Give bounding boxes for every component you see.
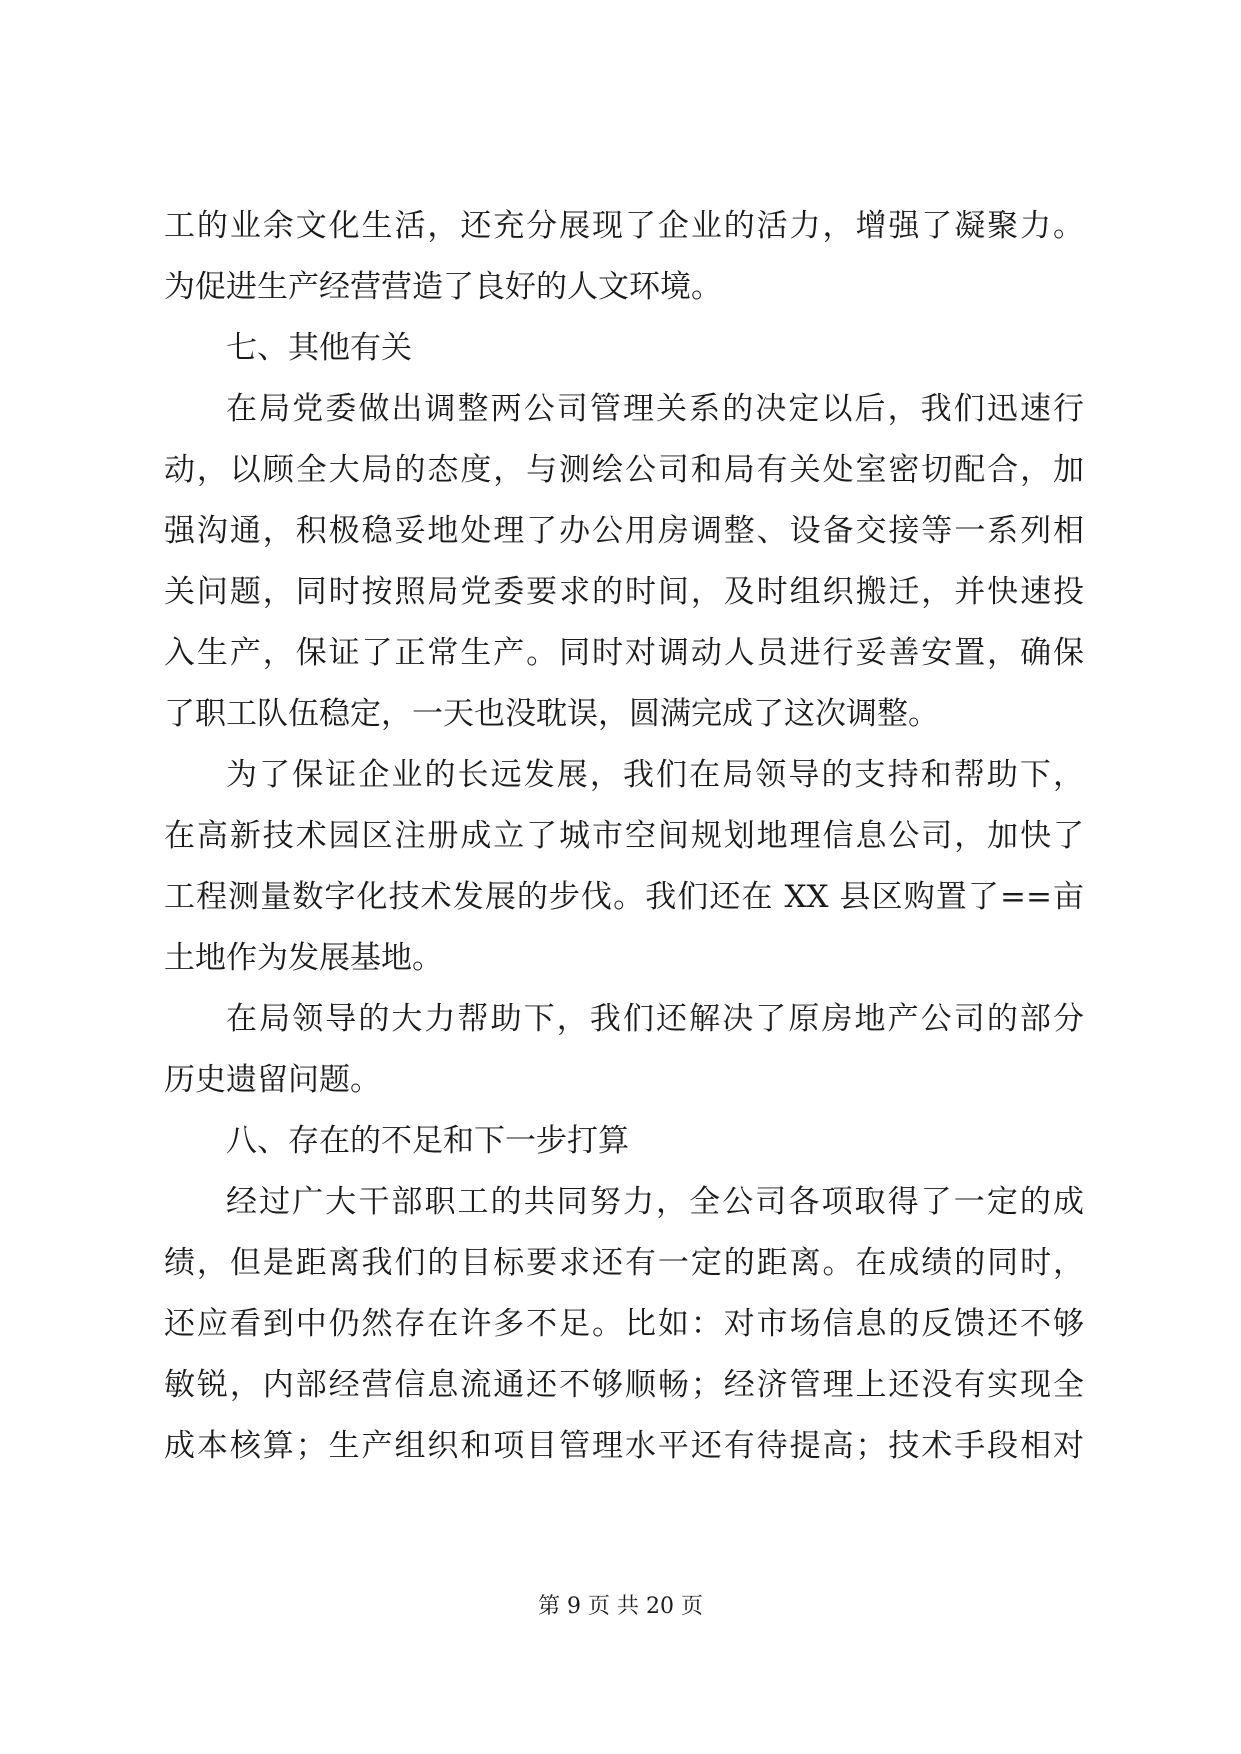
text-line: 关问题，同时按照局党委要求的时间，及时组织搬迁，并快速投 — [164, 574, 1084, 610]
text-line: 为促进生产经营营造了良好的人文环境。 — [164, 269, 722, 305]
text-line: 经过广大干部职工的共同努力，全公司各项取得了一定的成 — [226, 1184, 1084, 1220]
text-line: 敏锐，内部经营信息流通还不够顺畅；经济管理上还没有实现全 — [164, 1367, 1084, 1403]
page-number-footer: 第 9 页 共 20 页 — [538, 1594, 703, 1619]
text-line: 在高新技术园区注册成立了城市空间规划地理信息公司，加快了 — [164, 818, 1084, 854]
text-line: 在局党委做出调整两公司管理关系的决定以后，我们迅速行 — [226, 391, 1084, 427]
text-line: 绩，但是距离我们的目标要求还有一定的距离。在成绩的同时， — [164, 1245, 1084, 1281]
text-line: 入生产，保证了正常生产。同时对调动人员进行妥善安置，确保 — [164, 635, 1084, 671]
text-line: 还应看到中仍然存在许多不足。比如：对市场信息的反馈还不够 — [164, 1306, 1084, 1342]
document-body — [164, 196, 1084, 1477]
text-line: 工的业余文化生活，还充分展现了企业的活力，增强了凝聚力。 — [164, 208, 1084, 244]
text-line: 为了保证企业的长远发展，我们在局领导的支持和帮助下， — [226, 757, 1084, 793]
section-heading: 七、其他有关 — [226, 330, 412, 366]
text-line: 在局领导的大力帮助下，我们还解决了原房地产公司的部分 — [226, 1001, 1084, 1037]
text-line: 强沟通，积极稳妥地处理了办公用房调整、设备交接等一系列相 — [164, 513, 1084, 549]
text-line: 了职工队伍稳定，一天也没耽误，圆满完成了这次调整。 — [164, 696, 939, 732]
text-line: 工程测量数字化技术发展的步伐。我们还在 XX 县区购置了==亩 — [164, 879, 1084, 915]
text-line: 成本核算；生产组织和项目管理水平还有待提高；技术手段相对 — [164, 1428, 1084, 1464]
text-line: 动，以顾全大局的态度，与测绘公司和局有关处室密切配合，加 — [164, 452, 1084, 488]
text-line: 土地作为发展基地。 — [164, 940, 443, 976]
section-heading: 八、存在的不足和下一步打算 — [226, 1123, 629, 1159]
text-line: 历史遗留问题。 — [164, 1062, 381, 1098]
